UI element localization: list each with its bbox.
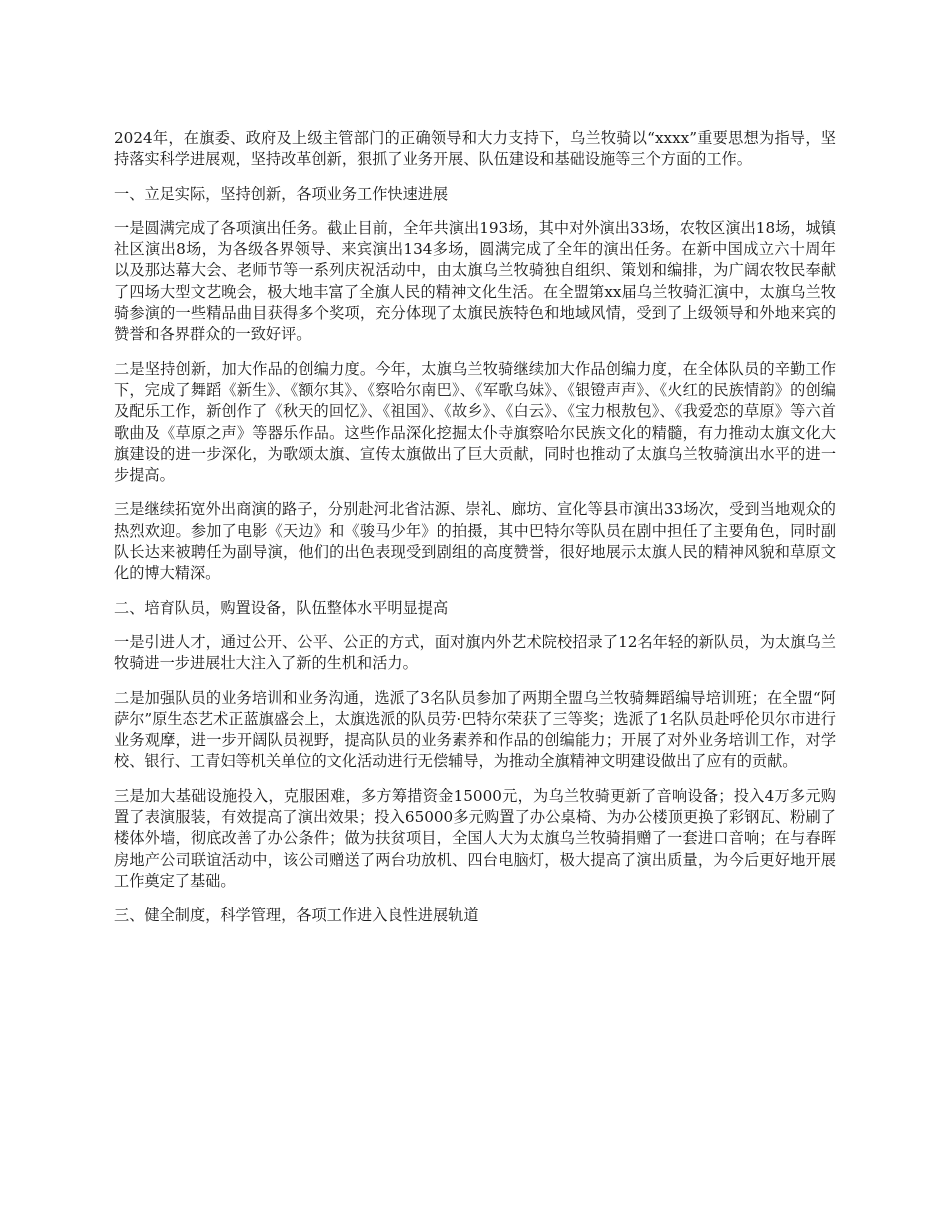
body-paragraph: 一是引进人才，通过公开、公平、公正的方式，面对旗内外艺术院校招录了12名年轻的新队员，为太旗乌兰牧骑进一步进展壮大注入了新的生机和活力。 [114, 632, 836, 673]
section-heading-2: 二、培育队员，购置设备，队伍整体水平明显提高 [114, 598, 449, 617]
section-heading-1: 一、立足实际，坚持创新，各项业务工作快速进展 [114, 184, 449, 203]
section-heading-3: 三、健全制度，科学管理，各项工作进入良性进展轨道 [114, 906, 479, 925]
body-paragraph: 一是圆满完成了各项演出任务。截止目前，全年共演出193场，其中对外演出33场，农牧区演出18场，城镇社区演出8场，为各级各界领导、来宾演出134多场，圆满完成了全年的演出任务。在新中国成立六十周年以及那达幕大会、老师节等一系列庆祝活动中，由太旗乌兰牧骑独自组织、策划和编排，为广阔农牧民奉献了四场大型文艺晚会，极大地丰富了全旗人民的精神文化生活。在全盟第xx届乌兰牧骑汇演中，太旗乌兰牧骑参演的一些精品曲目获得多个奖项，充分体现了太旗民族特色和地域风情，受到了上级领导和外地来宾的赞誉和各界群众的一致好评。 [114, 218, 836, 344]
body-paragraph: 三是继续拓宽外出商演的路子，分别赴河北省沽源、崇礼、廊坊、宣化等县市演出33场次，受到当地观众的热烈欢迎。参加了电影《天边》和《骏马少年》的拍摄，其中巴特尔等队员在剧中担任了主要角色，同时副队长达来被聘任为副导演，他们的出色表现受到剧组的高度赞誉，很好地展示太旗人民的精神风貌和草原文化的博大精深。 [114, 500, 836, 583]
body-paragraph: 二是坚持创新，加大作品的创编力度。今年，太旗乌兰牧骑继续加大作品创编力度，在全体队员的辛勤工作下，完成了舞蹈《新生》、《额尔其》、《察哈尔南巴》、《军歌乌妹》、《银镫声声》、《火红的民族情韵》的创编及配乐工作，新创作了《秋天的回忆》、《祖国》、《故乡》、《白云》、《宝力根敖包》、《我爱恋的草原》等六首歌曲及《草原之声》等器乐作品。这些作品深化挖掘太仆寺旗察哈尔民族文化的精髓，有力推动太旗文化大旗建设的进一步深化，为歌颂太旗、宣传太旗做出了巨大贡献，同时也推动了太旗乌兰牧骑演出水平的进一步提高。 [114, 359, 836, 485]
intro-paragraph: 2024年，在旗委、政府及上级主管部门的正确领导和大力支持下，乌兰牧骑以“xxxx”重要思想为指导，坚持落实科学进展观，坚持改革创新，狠抓了业务开展、队伍建设和基础设施等三个方面的工作。 [114, 129, 836, 169]
body-paragraph: 二是加强队员的业务培训和业务沟通，选派了3名队员参加了两期全盟乌兰牧骑舞蹈编导培训班；在全盟“阿萨尔”原生态艺术正蓝旗盛会上，太旗选派的队员劳·巴特尔荣获了三等奖；选派了1名队员赴呼伦贝尔市进行业务观摩，进一步开阔队员视野，提高队员的业务素养和作品的创编能力；开展了对外业务培训工作，对学校、银行、工青妇等机关单位的文化活动进行无偿辅导，为推动全旗精神文明建设做出了应有的贡献。 [114, 688, 836, 771]
body-paragraph: 三是加大基础设施投入，克服困难，多方筹措资金15000元，为乌兰牧骑更新了音响设备；投入4万多元购置了表演服装，有效提高了演出效果；投入65000多元购置了办公桌椅、为办公楼顶更换了彩钢瓦、粉刷了楼体外墙，彻底改善了办公条件；做为扶贫项目，全国人大为太旗乌兰牧骑捐赠了一套进口音响；在与春晖房地产公司联谊活动中，该公司赠送了两台功放机、四台电脑灯，极大提高了演出质量，为今后更好地开展工作奠定了基础。 [114, 786, 836, 890]
document-body [114, 128, 836, 940]
